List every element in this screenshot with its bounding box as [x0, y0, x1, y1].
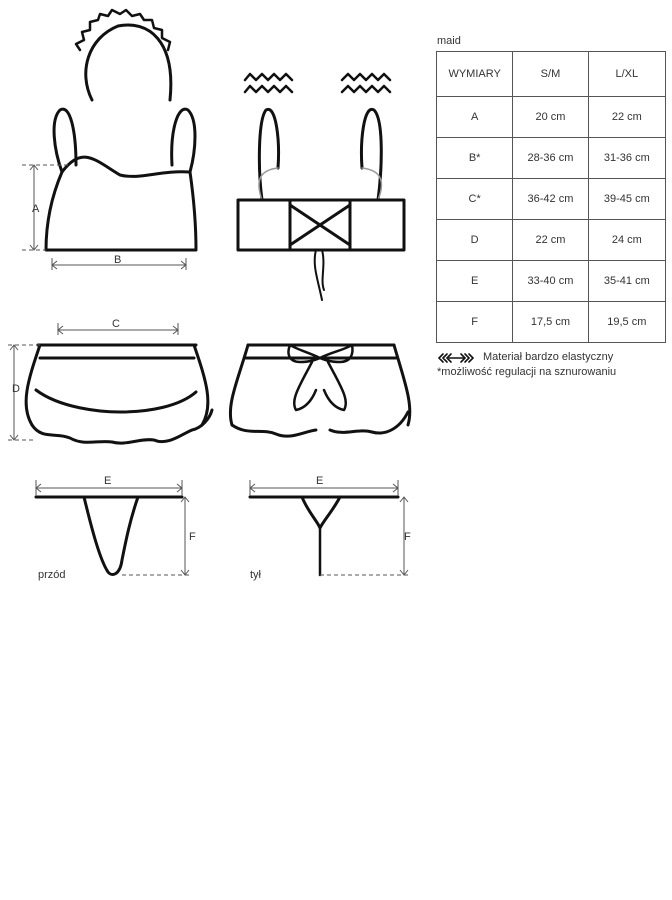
dim-label-b: B — [114, 254, 122, 266]
table-header-row — [437, 52, 666, 97]
size-table — [436, 51, 666, 343]
top-back-drawing — [238, 74, 404, 300]
table-header-cell: L/XL — [588, 52, 665, 97]
table-cell: 24 cm — [588, 220, 665, 261]
table-cell: 36-42 cm — [513, 179, 588, 220]
table-row — [437, 138, 666, 179]
product-name: maid — [437, 35, 461, 47]
legend-elastic-text: Materiał bardzo elastyczny — [483, 351, 614, 363]
elastic-stretch-icon — [437, 352, 475, 364]
table-cell: 28-36 cm — [513, 138, 588, 179]
table-row — [437, 220, 666, 261]
dim-label-f-back: F — [404, 531, 411, 543]
dim-label-e-front: E — [104, 475, 112, 487]
dim-label-f-front: F — [189, 531, 196, 543]
back-view-label: tył — [250, 569, 261, 581]
table-cell: 33-40 cm — [513, 261, 588, 302]
table-row — [437, 261, 666, 302]
dim-label-a: A — [32, 203, 40, 215]
table-cell: B* — [437, 138, 513, 179]
dim-label-d: D — [12, 383, 20, 395]
headband-drawing — [76, 10, 171, 100]
thong-back-drawing — [250, 497, 398, 575]
table-cell: 22 cm — [588, 97, 665, 138]
dim-label-e-back: E — [316, 475, 324, 487]
table-header-cell: WYMIARY — [437, 52, 513, 97]
table-cell: C* — [437, 179, 513, 220]
table-cell: D — [437, 220, 513, 261]
skirt-back-drawing — [230, 345, 409, 436]
front-view-label: przód — [38, 569, 66, 581]
table-cell: 20 cm — [513, 97, 588, 138]
table-cell: 31-36 cm — [588, 138, 665, 179]
table-header-cell: S/M — [513, 52, 588, 97]
dim-label-c: C — [112, 318, 120, 330]
table-cell: 17,5 cm — [513, 302, 588, 343]
table-cell: 19,5 cm — [588, 302, 665, 343]
table-cell: F — [437, 302, 513, 343]
table-cell: 35-41 cm — [588, 261, 665, 302]
top-front-drawing — [46, 109, 196, 250]
legend-elastic-row — [437, 350, 616, 365]
table-cell: 39-45 cm — [588, 179, 665, 220]
table-cell: 22 cm — [513, 220, 588, 261]
skirt-front-drawing — [26, 345, 212, 443]
table-row — [437, 97, 666, 138]
table-cell: E — [437, 261, 513, 302]
thong-front-drawing — [36, 497, 182, 574]
table-row — [437, 302, 666, 343]
table-cell: A — [437, 97, 513, 138]
legend-lacing-note: *możliwość regulacji na sznurowaniu — [437, 366, 617, 378]
legend — [437, 350, 616, 380]
table-row — [437, 179, 666, 220]
